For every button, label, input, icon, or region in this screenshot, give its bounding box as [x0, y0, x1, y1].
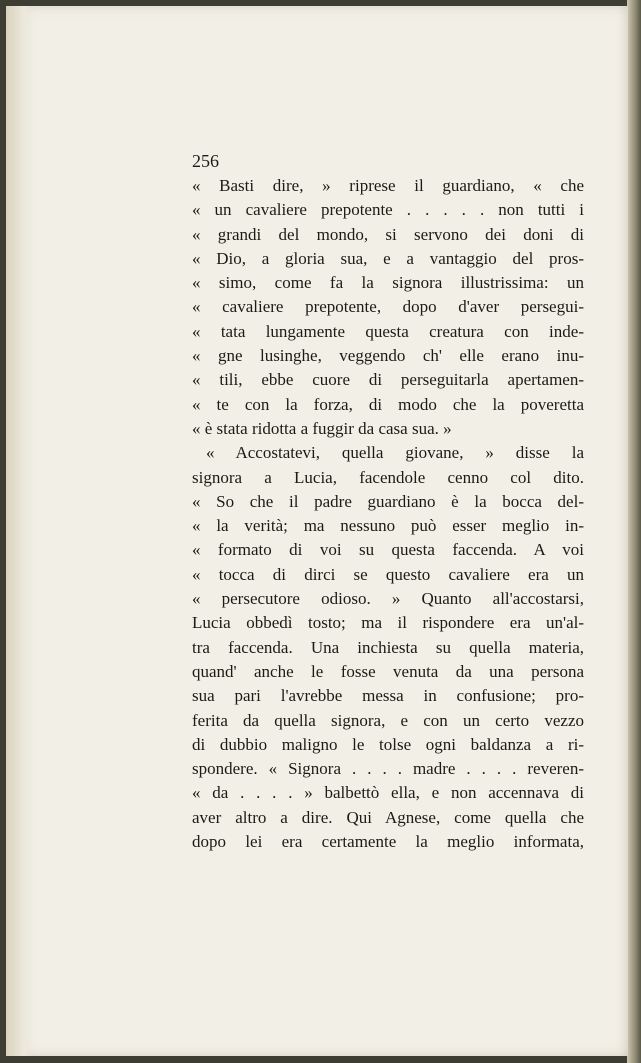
text-line: « formato di voi su questa faccenda. A voi	[192, 540, 584, 560]
text-line: « persecutore odioso. » Quanto all'accostarsi,	[192, 589, 584, 609]
text-line: spondere. « Signora . . . . madre . . . . reveren-	[192, 759, 584, 779]
page-edge	[627, 0, 641, 1063]
text-line: sua pari l'avrebbe messa in confusione; pro-	[192, 686, 584, 706]
text-line: di dubbio maligno le tolse ogni baldanza a ri-	[192, 734, 584, 754]
text-line: quand' anche le fosse venuta da una persona	[192, 661, 584, 681]
text-line: « un cavaliere prepotente . . . . . non tutti i	[192, 200, 584, 220]
text-line: « da . . . . » balbettò ella, e non accennava di	[192, 783, 584, 803]
text-line: « è stata ridotta a fuggir da casa sua. »	[192, 418, 452, 438]
text-line: signora a Lucia, facendole cenno col dito.	[192, 467, 584, 487]
page-text	[192, 150, 584, 854]
text-line: dopo lei era certamente la meglio informata,	[192, 832, 584, 852]
text-line: « Basti dire, » riprese il guardiano, « che	[192, 176, 584, 195]
text-line: tra faccenda. Una inchiesta su quella materia,	[192, 637, 584, 657]
page-gutter	[6, 6, 32, 1056]
text-line: « tili, ebbe cuore di perseguitarla apertamen-	[192, 370, 584, 390]
text-line: aver altro a dire. Qui Agnese, come quella che	[192, 807, 584, 827]
text-line: « gne lusinghe, veggendo ch' elle erano inu-	[192, 346, 584, 366]
text-line: « Dio, a gloria sua, e a vantaggio del pros-	[192, 248, 584, 268]
text-line: « te con la forza, di modo che la poveretta	[192, 394, 584, 414]
text-line: « So che il padre guardiano è la bocca del-	[192, 491, 584, 511]
text-line: « Accostatevi, quella giovane, » disse la	[206, 443, 584, 463]
text-line: « la verità; ma nessuno può esser meglio in-	[192, 516, 584, 536]
text-line: « simo, come fa la signora illustrissima: un	[192, 273, 584, 293]
page-number: 256	[192, 151, 219, 171]
text-line: « cavaliere prepotente, dopo d'aver persegui-	[192, 297, 584, 317]
text-line: « grandi del mondo, si servono dei doni di	[192, 224, 584, 244]
text-line: Lucia obbedì tosto; ma il rispondere era un'al-	[192, 613, 584, 633]
text-line: « tocca di dirci se questo cavaliere era un	[192, 564, 584, 584]
text-line: ferita da quella signora, e con un certo vezzo	[192, 710, 584, 730]
text-line: « tata lungamente questa creatura con inde-	[192, 321, 584, 341]
